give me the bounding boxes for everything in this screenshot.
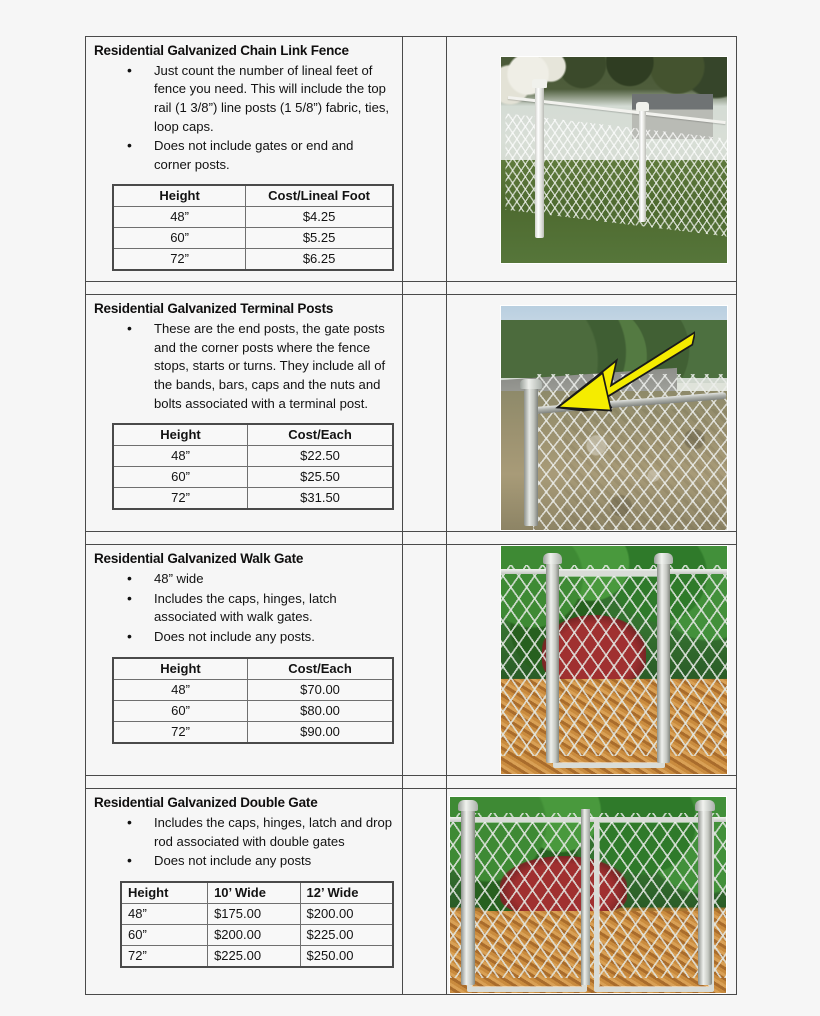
section-image-cell-terminal-posts	[447, 295, 737, 532]
spacer-cell	[403, 545, 447, 776]
price-grid-double-gate	[120, 881, 394, 968]
table-header-row	[121, 882, 393, 904]
section-text-cell-walk-gate	[86, 545, 403, 776]
table-row	[86, 37, 737, 282]
cell-height: 72”	[113, 721, 248, 743]
list-item: • Includes the caps, hinges, latch associated with walk gates.	[127, 590, 394, 627]
column-header-cost: Cost/Lineal Foot	[246, 185, 393, 207]
spacer-cell	[403, 789, 447, 995]
table-row	[113, 228, 393, 249]
table-header-row	[113, 185, 393, 207]
cell-cost: $4.25	[246, 207, 393, 228]
section-heading-terminal-posts: Residential Galvanized Terminal Posts	[94, 301, 334, 317]
chain-link-fence-photo	[500, 56, 728, 264]
cell-cost-10ft: $200.00	[208, 924, 300, 945]
table-row	[113, 488, 393, 510]
cell-cost: $80.00	[248, 700, 393, 721]
column-header-cost: Cost/Each	[248, 658, 393, 680]
cell-cost: $6.25	[246, 249, 393, 271]
cell-cost-12ft: $225.00	[300, 924, 393, 945]
cell-cost-10ft: $175.00	[208, 903, 300, 924]
cell-cost: $25.50	[248, 467, 393, 488]
cell-height: 48”	[121, 903, 208, 924]
column-header-12ft-wide: 12’ Wide	[300, 882, 393, 904]
section-heading-double-gate: Residential Galvanized Double Gate	[94, 795, 318, 811]
table-row	[113, 679, 393, 700]
column-header-height: Height	[113, 185, 246, 207]
double-gate-photo	[449, 796, 727, 994]
spacer-cell	[403, 37, 447, 282]
table-row	[86, 545, 737, 776]
spacer-cell	[403, 532, 447, 545]
table-row	[113, 446, 393, 467]
cell-cost: $5.25	[246, 228, 393, 249]
table-row	[113, 721, 393, 743]
fence-price-table	[85, 36, 737, 995]
cell-height: 60”	[113, 467, 248, 488]
cell-height: 72”	[113, 249, 246, 271]
section-separator-row	[86, 282, 737, 295]
section-text-cell-double-gate	[86, 789, 403, 995]
column-header-height: Height	[121, 882, 208, 904]
column-header-height: Height	[113, 424, 248, 446]
list-item: • These are the end posts, the gate posts and the corner posts where the fence stops, starts or turns. They include all of the bands, bars, caps and the nuts and bolts associated with a terminal post.	[127, 320, 394, 413]
cell-height: 48”	[113, 679, 248, 700]
list-item: • Just count the number of lineal feet of fence you need. This will include the top rail (1 3/8”) line posts (1 5/8”) fabric, ties, loop caps.	[127, 62, 394, 136]
cell-height: 60”	[113, 228, 246, 249]
section-separator-row	[86, 532, 737, 545]
section-image-cell-double-gate	[447, 789, 737, 995]
spacer-cell	[403, 282, 447, 295]
spacer-cell	[447, 776, 737, 789]
list-item: • Does not include any posts.	[127, 628, 394, 647]
section-image-cell-walk-gate	[447, 545, 737, 776]
table-row	[113, 207, 393, 228]
spacer-cell	[86, 282, 403, 295]
section-text-cell-chain-link-fence	[86, 37, 403, 282]
list-item: • Does not include gates or end and corner posts.	[127, 137, 394, 174]
price-grid-terminal-posts	[112, 423, 394, 510]
price-grid-walk-gate	[112, 657, 394, 744]
section-bullets-chain-link-fence	[94, 62, 394, 174]
cell-cost: $22.50	[248, 446, 393, 467]
spacer-cell	[86, 532, 403, 545]
column-header-10ft-wide: 10’ Wide	[208, 882, 300, 904]
column-header-height: Height	[113, 658, 248, 680]
cell-cost: $90.00	[248, 721, 393, 743]
cell-height: 60”	[113, 700, 248, 721]
list-item: • Includes the caps, hinges, latch and drop rod associated with double gates	[127, 814, 394, 851]
walk-gate-photo	[500, 545, 728, 775]
cell-height: 72”	[113, 488, 248, 510]
section-image-cell-chain-link-fence	[447, 37, 737, 282]
spacer-cell	[403, 776, 447, 789]
table-row	[121, 903, 393, 924]
column-header-cost: Cost/Each	[248, 424, 393, 446]
cell-height: 48”	[113, 207, 246, 228]
spacer-cell	[403, 295, 447, 532]
cell-cost-12ft: $250.00	[300, 945, 393, 967]
price-grid-chain-link-fence	[112, 184, 394, 271]
section-bullets-walk-gate	[94, 570, 394, 646]
table-row	[113, 700, 393, 721]
table-header-row	[113, 658, 393, 680]
table-row	[86, 789, 737, 995]
terminal-post-photo	[500, 305, 728, 531]
cell-cost-10ft: $225.00	[208, 945, 300, 967]
cell-height: 60”	[121, 924, 208, 945]
table-row	[121, 924, 393, 945]
table-row	[121, 945, 393, 967]
spacer-cell	[447, 282, 737, 295]
section-heading-walk-gate: Residential Galvanized Walk Gate	[94, 551, 304, 567]
section-text-cell-terminal-posts	[86, 295, 403, 532]
spacer-cell	[447, 532, 737, 545]
cell-height: 72”	[121, 945, 208, 967]
list-item: • Does not include any posts	[127, 852, 394, 871]
section-bullets-double-gate	[94, 814, 394, 871]
section-heading-chain-link-fence: Residential Galvanized Chain Link Fence	[94, 43, 349, 58]
cell-cost: $31.50	[248, 488, 393, 510]
cell-height: 48”	[113, 446, 248, 467]
table-header-row	[113, 424, 393, 446]
cell-cost-12ft: $200.00	[300, 903, 393, 924]
section-separator-row	[86, 776, 737, 789]
table-row	[113, 467, 393, 488]
list-item: • 48” wide	[127, 570, 394, 589]
table-row	[113, 249, 393, 271]
cell-cost: $70.00	[248, 679, 393, 700]
yellow-arrow-icon	[555, 329, 695, 423]
table-row	[86, 295, 737, 532]
spacer-cell	[86, 776, 403, 789]
section-bullets-terminal-posts	[94, 320, 394, 413]
